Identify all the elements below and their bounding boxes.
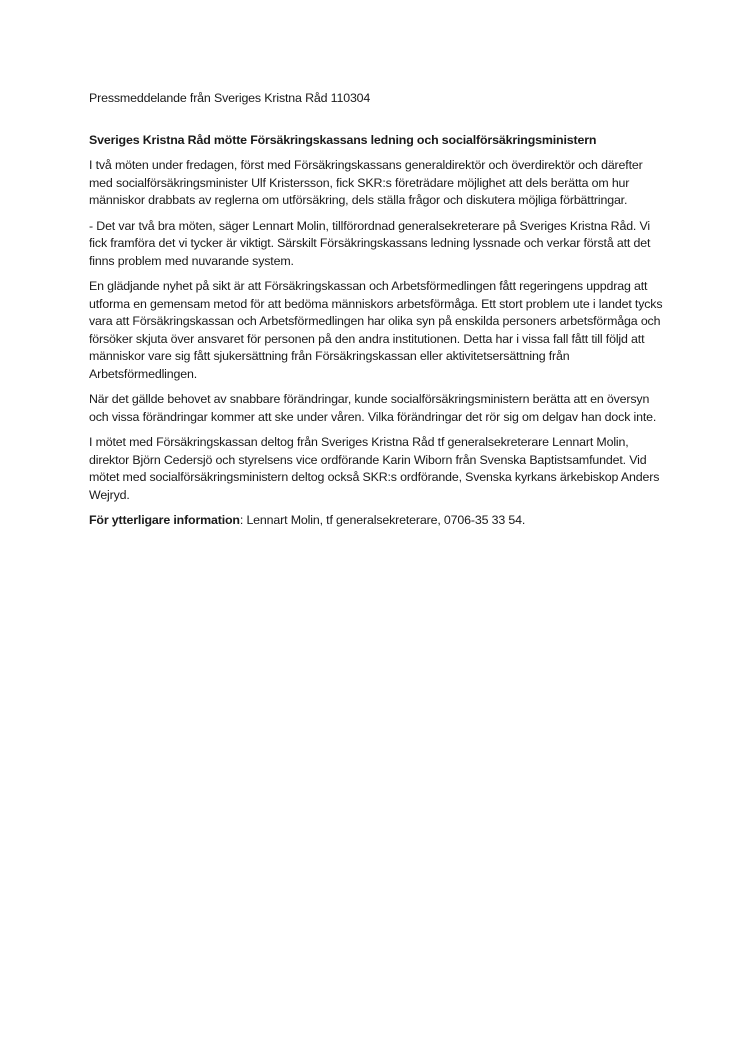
paragraph-quote: - Det var två bra möten, säger Lennart Molin, tillförordnad generalsekreterare på Sveriges Kristna Råd. Vi fick framföra det vi tycker är viktigt. Särskilt Försäkringskassans ledning lyssnade och verkar förstå att det finns problem med nuvarande system. <box>89 218 651 268</box>
press-release-page <box>89 90 669 538</box>
press-release-header: Pressmeddelande från Sveriges Kristna Råd 110304 <box>89 91 371 105</box>
paragraph-changes: När det gällde behovet av snabbare förändringar, kunde socialförsäkringsministern berätta att en översyn och vissa förändringar kommer att ske under våren. Vilka förändringar det rör sig om delgav han dock inte. <box>89 392 657 424</box>
paragraph-news: En glädjande nyhet på sikt är att Försäkringskassan och Arbetsförmedlingen fått regeringens uppdrag att utforma en gemensam metod för att bedöma människors arbetsförmåga. Ett stort problem ute i landet tycks vara att Försäkringskassan och Arbetsförmedlingen har olika syn på enskilda personers arbetsförmåga och försöker skjuta över ansvaret för personen på den andra institutionen. Detta har i vissa fall fått till följd att människor vare sig fått sjukersättning från Försäkringskassan eller aktivitetsersättning från Arbetsförmedlingen. <box>89 279 663 381</box>
contact-line <box>89 512 669 530</box>
paragraph-intro: I två möten under fredagen, först med Försäkringskassans generaldirektör och överdirektör och därefter med socialförsäkringsminister Ulf Kristersson, fick SKR:s företrädare möjlighet att dels berätta om hur människor drabbats av reglerna om utförsäkring, dels ställa frågor och diskutera möjliga förbättringar. <box>89 158 643 207</box>
headline: Sveriges Kristna Råd mötte Försäkringskassans ledning och socialförsäkringsministern <box>89 132 597 147</box>
contact-details: : Lennart Molin, tf generalsekreterare, 0706-35 33 54. <box>239 513 526 527</box>
paragraph-participants: I mötet med Försäkringskassan deltog från Sveriges Kristna Råd tf generalsekreterare Lennart Molin, direktor Björn Cedersjö och styrelsens vice ordförande Karin Wiborn från Svenska Baptistsamfundet. Vid mötet med socialförsäkringsministern deltog också SKR:s ordförande, Svenska kyrkans ärkebiskop Anders Wejryd. <box>89 435 660 502</box>
contact-label: För ytterligare information <box>89 513 240 527</box>
